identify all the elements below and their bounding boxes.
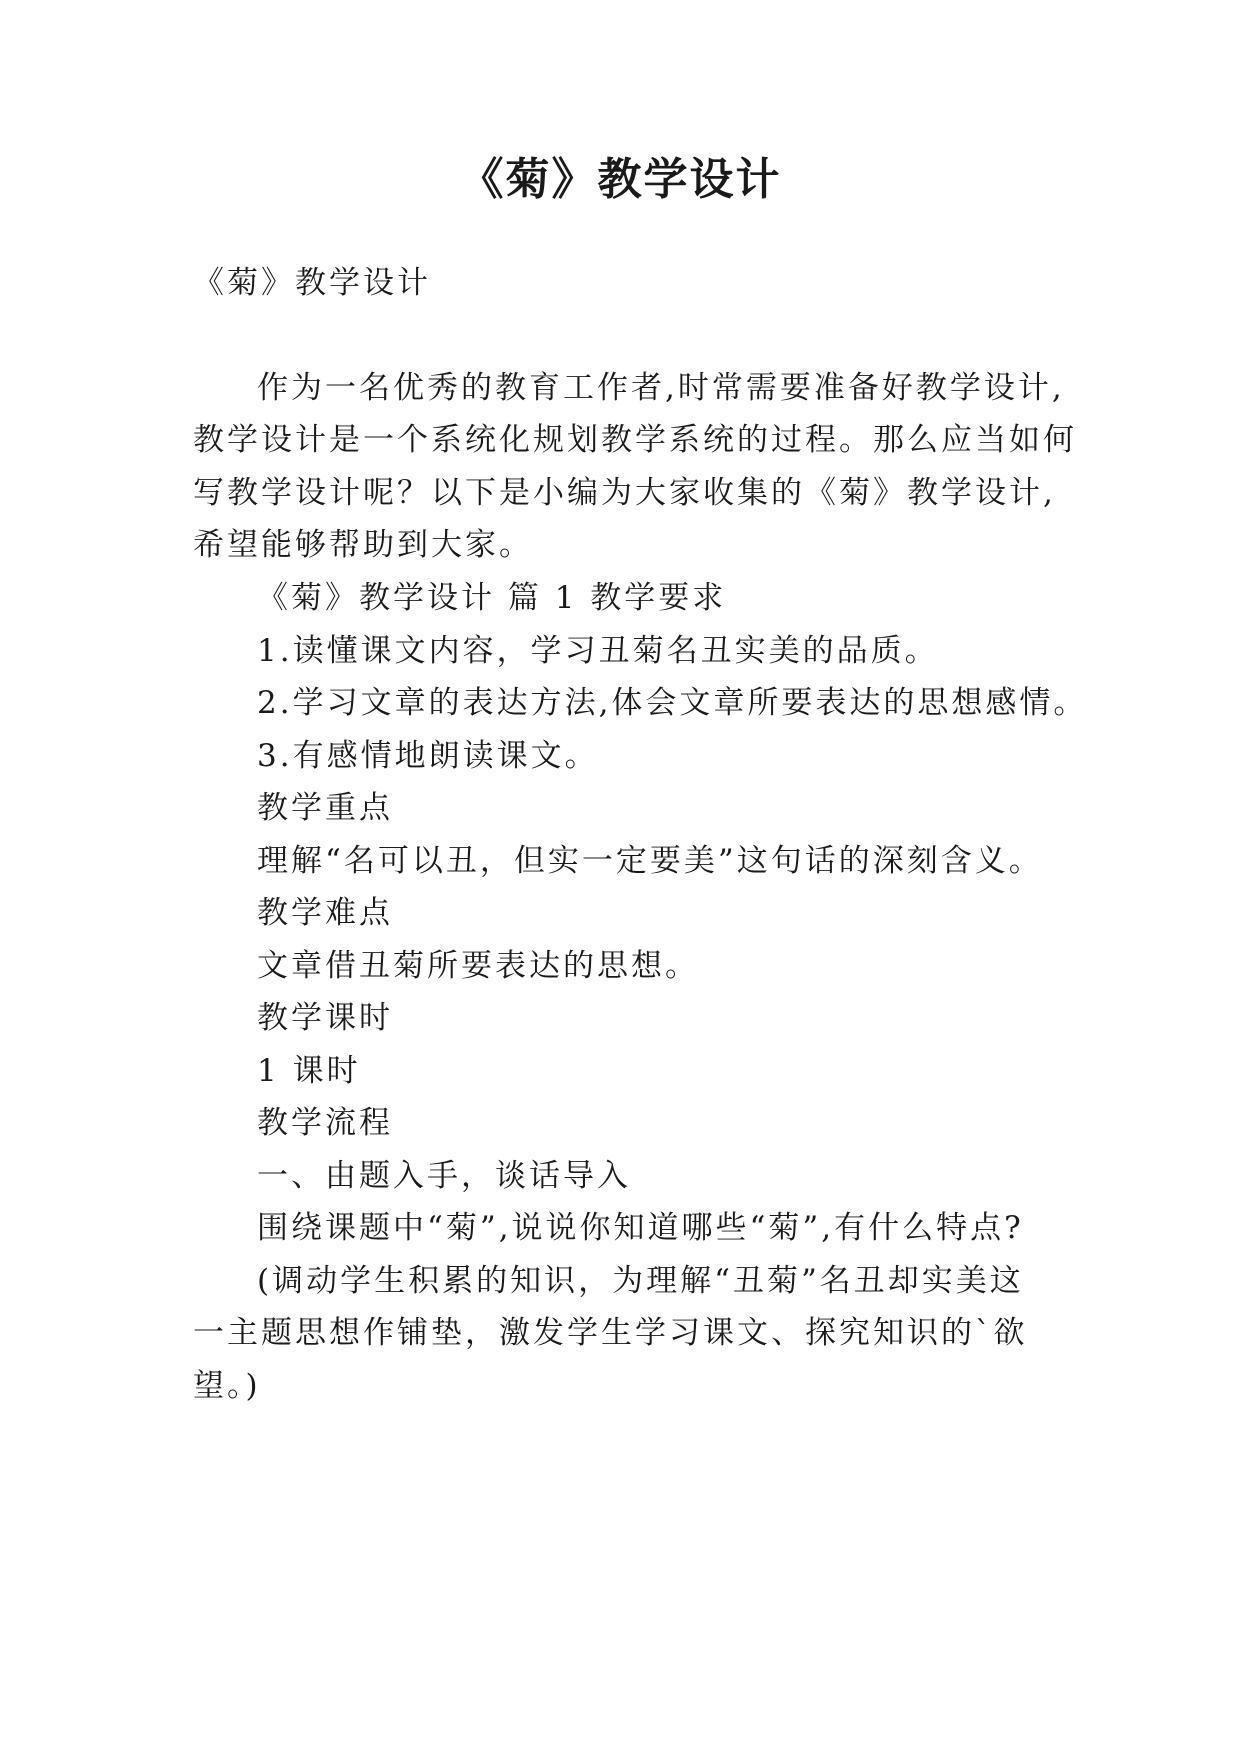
difficulty-text: 文章借丑菊所要表达的思想。 [257, 948, 699, 984]
difficulty-heading: 教学难点 [257, 895, 393, 931]
hours-heading: 教学课时 [257, 1000, 393, 1036]
step1-note-line-1: (调动学生积累的知识，为理解“丑菊”名丑却实美这 [257, 1263, 1024, 1299]
intro-line-3: 写教学设计呢？以下是小编为大家收集的《菊》教学设计, [193, 475, 1056, 511]
requirement-3: 3.有感情地朗读课文。 [257, 738, 599, 774]
section-heading: 《菊》教学设计 篇 1 教学要求 [257, 580, 727, 616]
key-point-text: 理解“名可以丑，但实一定要美”这句话的深刻含义。 [257, 843, 1043, 879]
document-title: 《菊》教学设计 [459, 154, 782, 205]
subtitle: 《菊》教学设计 [193, 265, 431, 301]
key-point-heading: 教学重点 [257, 790, 393, 826]
step1-note-line-3: 望。) [193, 1368, 261, 1404]
step1-note-line-2: 一主题思想作铺垫，激发学生学习课文、探究知识的`欲 [193, 1315, 1028, 1351]
requirement-1: 1.读懂课文内容，学习丑菊名丑实美的品质。 [257, 633, 939, 669]
step1-heading: 一、由题入手，谈话导入 [257, 1158, 631, 1194]
hours-text: 1 课时 [257, 1053, 361, 1089]
process-heading: 教学流程 [257, 1105, 393, 1141]
requirement-2: 2.学习文章的表达方法,体会文章所要表达的思想感情。 [257, 685, 1088, 721]
intro-line-4: 希望能够帮助到大家。 [193, 527, 533, 563]
intro-line-1: 作为一名优秀的教育工作者,时常需要准备好教学设计, [257, 370, 1065, 406]
intro-line-2: 教学设计是一个系统化规划教学系统的过程。那么应当如何 [193, 422, 1077, 458]
step1-question: 围绕课题中“菊”,说说你知道哪些“菊”,有什么特点? [257, 1210, 1024, 1246]
